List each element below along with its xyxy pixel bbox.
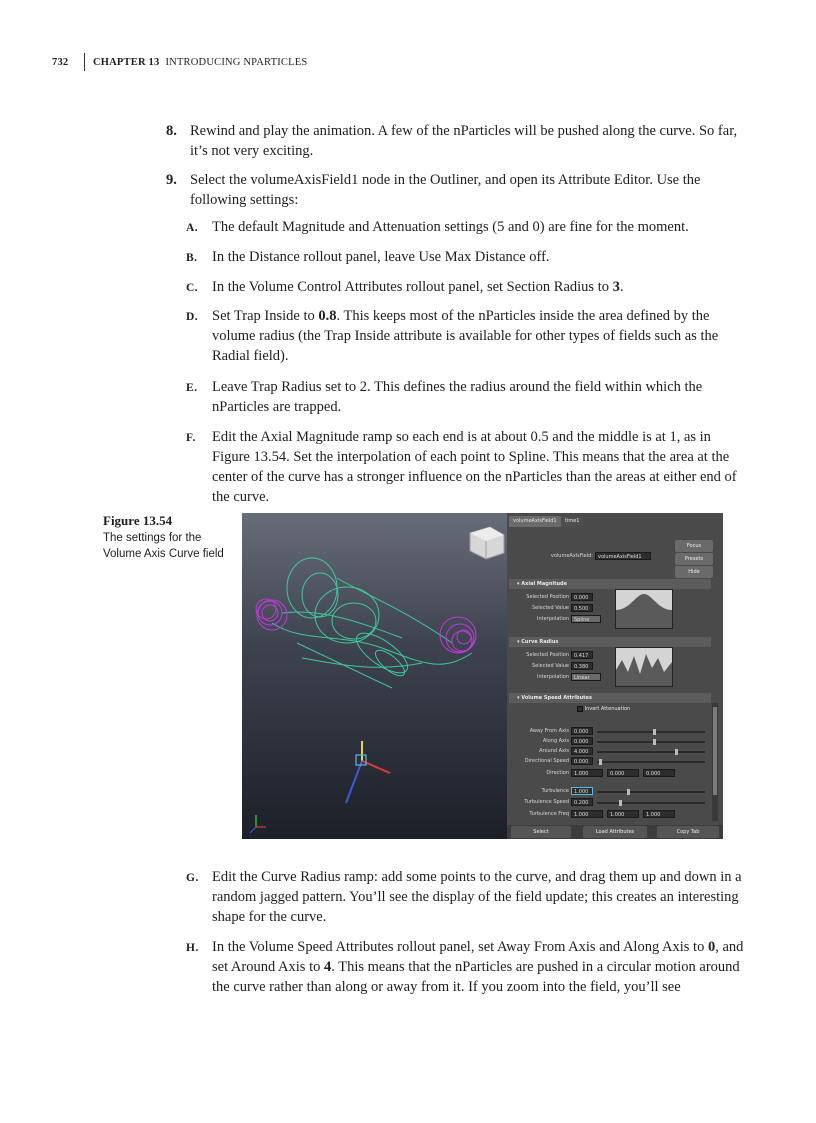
viewport-scene bbox=[242, 513, 507, 839]
page-number: 732 bbox=[52, 56, 69, 68]
running-header bbox=[52, 53, 307, 71]
turbulence-speed-label: Turbulence Speed bbox=[524, 799, 569, 805]
turbulence-speed-slider[interactable] bbox=[597, 802, 705, 804]
substep-text-end: . This keeps most of the nParticles inside the area defined by the volume radius (the Trap Inside attribute is available for other types of fields such as the Radial field). bbox=[212, 308, 719, 364]
invert-attenuation-label: Invert Attenuation bbox=[584, 706, 631, 712]
substep-letter: D. bbox=[186, 311, 199, 323]
step-8 bbox=[166, 121, 750, 161]
axial-value-field[interactable]: 0.500 bbox=[571, 604, 593, 612]
attribute-editor-panel bbox=[507, 513, 723, 839]
figure-label: Figure 13.54 bbox=[103, 513, 173, 528]
turbulence-freq-x-field[interactable]: 1.000 bbox=[571, 810, 603, 818]
around-axis-label: Around Axis bbox=[539, 748, 569, 754]
radius-interp-select[interactable]: Linear bbox=[571, 673, 601, 681]
volume-speed-title: Volume Speed Attributes bbox=[521, 695, 592, 701]
turbulence-freq-y-field[interactable]: 1.000 bbox=[607, 810, 639, 818]
step-text: Select the volumeAxisField1 node in the Outliner, and open its Attribute Editor. Use the following settings: bbox=[190, 172, 701, 208]
checkbox-icon bbox=[577, 706, 583, 712]
trap-inside-value: 0.8 bbox=[318, 308, 337, 324]
turbulence-speed-field[interactable]: 0.200 bbox=[571, 798, 593, 806]
substep-text: In the Volume Speed Attributes rollout panel, set Away From Axis and Along Axis to bbox=[212, 939, 708, 955]
substep-text-mid: , and set Around Axis to bbox=[212, 939, 744, 975]
figure-caption-text: The settings for the Volume Axis Curve field bbox=[103, 532, 224, 560]
along-axis-label: Along Axis bbox=[542, 738, 569, 744]
tab-volume-axis-field[interactable]: volumeAxisField1 bbox=[509, 516, 561, 527]
panel-scrollbar[interactable] bbox=[712, 703, 718, 821]
radius-value-label: Selected Value bbox=[532, 663, 569, 669]
load-attributes-button[interactable]: Load Attributes bbox=[583, 826, 647, 838]
substep-text: Leave Trap Radius set to 2. This defines the radius around the field within which the nParticles are trapped. bbox=[212, 379, 703, 415]
turbulence-slider[interactable] bbox=[597, 791, 705, 793]
select-button[interactable]: Select bbox=[511, 826, 571, 838]
hide-button[interactable]: Hide bbox=[675, 566, 713, 578]
substep-g bbox=[186, 867, 752, 927]
turbulence-field[interactable]: 1.000 bbox=[571, 787, 593, 795]
chevron-down-icon: ▾ bbox=[517, 695, 522, 701]
copy-tab-button[interactable]: Copy Tab bbox=[657, 826, 719, 838]
around-axis-value: 4 bbox=[323, 959, 332, 975]
particle-cluster-left bbox=[256, 599, 287, 630]
substep-d bbox=[186, 306, 752, 366]
chapter-title: INTRODUCING NPARTICLES bbox=[165, 56, 308, 68]
direction-z-field[interactable]: 0.000 bbox=[643, 769, 675, 777]
radius-position-field[interactable]: 0.417 bbox=[571, 651, 593, 659]
slider-knob[interactable] bbox=[675, 749, 678, 755]
substep-letter: G. bbox=[186, 872, 199, 884]
step-number: 9. bbox=[166, 172, 177, 188]
axial-position-label: Selected Position bbox=[526, 594, 569, 600]
invert-attenuation-checkbox[interactable] bbox=[577, 705, 630, 714]
directional-speed-label: Directional Speed bbox=[524, 758, 569, 764]
move-manipulator-icon bbox=[346, 741, 390, 803]
substep-text: In the Volume Control Attributes rollout panel, set Section Radius to bbox=[212, 279, 613, 295]
turbulence-freq-label: Turbulence Freq bbox=[529, 811, 569, 817]
curve-radius-title: Curve Radius bbox=[521, 639, 559, 645]
direction-x-field[interactable]: 1.000 bbox=[571, 769, 603, 777]
slider-knob[interactable] bbox=[653, 739, 656, 745]
axial-magnitude-title: Axial Magnitude bbox=[521, 581, 568, 587]
presets-button[interactable]: Presets bbox=[675, 553, 713, 565]
curve-radius-ramp[interactable] bbox=[615, 647, 673, 687]
radius-value-field[interactable]: 0.380 bbox=[571, 662, 593, 670]
around-axis-slider[interactable] bbox=[597, 751, 705, 753]
radius-position-label: Selected Position bbox=[526, 652, 569, 658]
away-along-value: 0 bbox=[707, 939, 716, 955]
chapter-label: CHAPTER 13 bbox=[93, 56, 160, 68]
direction-label: Direction bbox=[546, 770, 569, 776]
away-axis-label: Away From Axis bbox=[529, 728, 569, 734]
substep-letter: C. bbox=[186, 282, 199, 294]
chevron-down-icon: ▾ bbox=[517, 581, 522, 587]
substep-text: The default Magnitude and Attenuation settings (5 and 0) are fine for the moment. bbox=[212, 219, 689, 235]
node-name-field[interactable]: volumeAxisField1 bbox=[595, 552, 651, 560]
substep-letter: E. bbox=[186, 382, 198, 394]
away-axis-slider[interactable] bbox=[597, 731, 705, 733]
substep-letter: B. bbox=[186, 252, 198, 264]
curve-radius-section[interactable] bbox=[509, 637, 711, 647]
substep-text: Set Trap Inside to bbox=[212, 308, 319, 324]
slider-knob[interactable] bbox=[599, 759, 602, 765]
focus-button[interactable]: Focus bbox=[675, 540, 713, 552]
chevron-down-icon: ▾ bbox=[517, 639, 522, 645]
substep-c bbox=[186, 277, 752, 297]
turbulence-freq-z-field[interactable]: 1.000 bbox=[643, 810, 675, 818]
substep-text: Edit the Curve Radius ramp: add some points to the curve, and drag them up and down in a random jagged pattern. You’ll see the display of the field update; this creates an interesting shape for the curve. bbox=[212, 869, 742, 925]
volume-axis-curve bbox=[272, 558, 472, 688]
substep-a bbox=[186, 217, 752, 237]
step-text: Rewind and play the animation. A few of the nParticles will be pushed along the curve. So far, it’s not very exciting. bbox=[190, 123, 738, 159]
panel-bottom-bar bbox=[507, 825, 723, 839]
axial-ramp-curve bbox=[616, 590, 672, 628]
slider-knob[interactable] bbox=[653, 729, 656, 735]
substep-f bbox=[186, 427, 752, 507]
substep-text-end: . This means that the nParticles are pushed in a circular motion around the curve rather than along or away from it. If you zoom into the field, you’ll see bbox=[212, 959, 740, 995]
axial-position-field[interactable]: 0.000 bbox=[571, 593, 593, 601]
radius-ramp-curve bbox=[616, 648, 672, 686]
substep-text: In the Distance rollout panel, leave Use Max Distance off. bbox=[212, 249, 550, 265]
axial-magnitude-ramp[interactable] bbox=[615, 589, 673, 629]
away-axis-field[interactable]: 0.000 bbox=[571, 727, 593, 735]
tab-time[interactable]: time1 bbox=[561, 516, 583, 527]
header-divider bbox=[84, 53, 85, 71]
particle-cluster-right bbox=[440, 617, 476, 653]
directional-speed-slider[interactable] bbox=[597, 761, 705, 763]
radius-interp-label: Interpolation bbox=[537, 674, 569, 680]
scrollbar-thumb[interactable] bbox=[713, 707, 717, 795]
turbulence-label: Turbulence bbox=[541, 788, 569, 794]
section-radius-value: 3 bbox=[612, 279, 620, 295]
axial-interp-label: Interpolation bbox=[537, 616, 569, 622]
node-name-label: volumeAxisField: bbox=[550, 553, 593, 559]
directional-speed-field[interactable]: 0.000 bbox=[571, 757, 593, 765]
slider-knob[interactable] bbox=[627, 789, 630, 795]
slider-knob[interactable] bbox=[619, 800, 622, 806]
figure-screenshot bbox=[242, 513, 723, 839]
direction-y-field[interactable]: 0.000 bbox=[607, 769, 639, 777]
along-axis-field[interactable]: 0.000 bbox=[571, 737, 593, 745]
axis-gizmo-icon bbox=[250, 815, 266, 833]
substep-text-end: . bbox=[619, 279, 624, 295]
substep-letter: H. bbox=[186, 942, 199, 954]
substep-b bbox=[186, 247, 752, 267]
axial-interp-select[interactable]: Spline bbox=[571, 615, 601, 623]
step-9 bbox=[166, 170, 750, 210]
substep-e bbox=[186, 377, 752, 417]
figure-caption bbox=[103, 513, 233, 562]
volume-speed-section[interactable] bbox=[509, 693, 711, 703]
around-axis-field[interactable]: 4.000 bbox=[571, 747, 593, 755]
along-axis-slider[interactable] bbox=[597, 741, 705, 743]
substep-letter: A. bbox=[186, 222, 199, 234]
substep-h bbox=[186, 937, 752, 997]
viewport-3d bbox=[242, 513, 507, 839]
substep-letter: F. bbox=[186, 432, 196, 444]
axial-value-label: Selected Value bbox=[532, 605, 569, 611]
substep-text: Edit the Axial Magnitude ramp so each end is at about 0.5 and the middle is at 1, as in Figure 13.54. Set the interpolation of each point to Spline. This means that the area at the center of the curve has a stronger influence on the nParticles than the areas at either end of the curve. bbox=[212, 429, 737, 505]
axial-magnitude-section[interactable] bbox=[509, 579, 711, 589]
step-number: 8. bbox=[166, 123, 177, 139]
view-cube-icon bbox=[470, 527, 504, 559]
